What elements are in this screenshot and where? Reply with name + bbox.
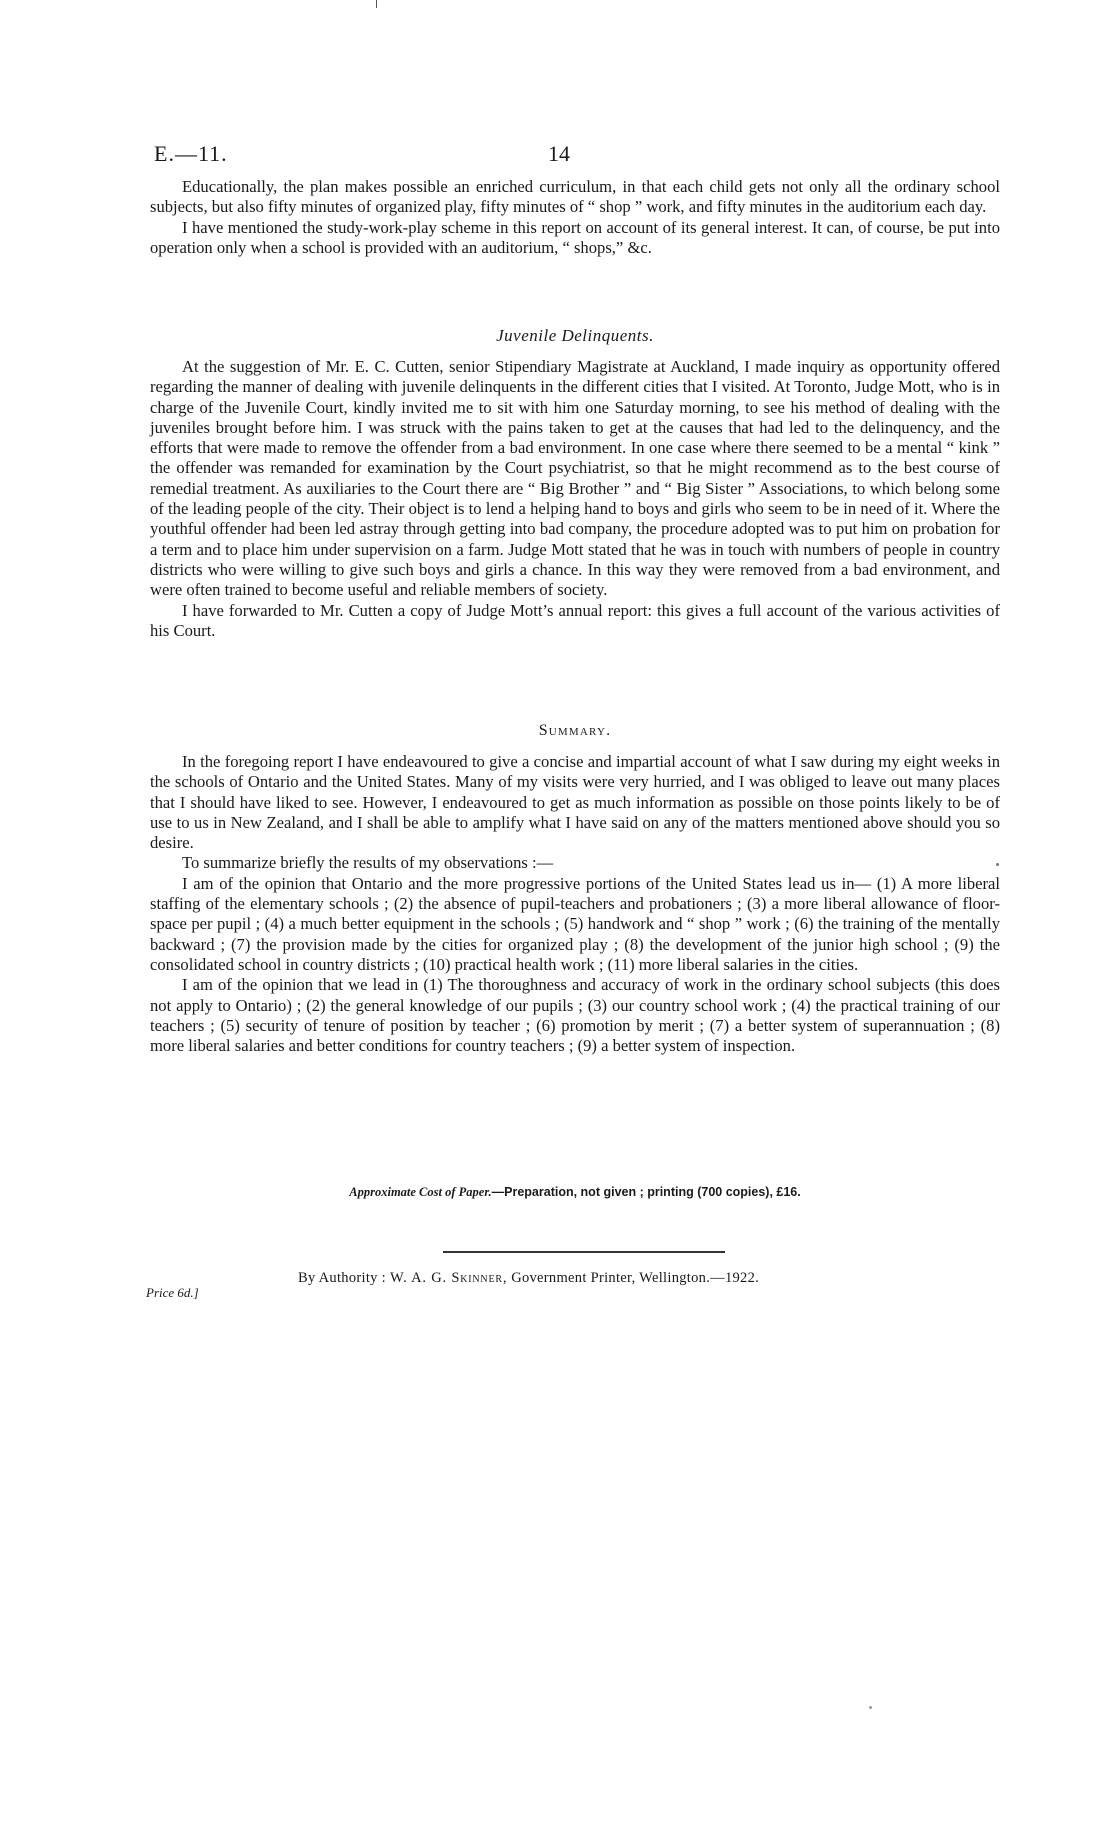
section-heading-juvenile-delinquents: Juvenile Delinquents.	[496, 326, 654, 345]
paragraph: In the foregoing report I have endeavoured to give a concise and impartial account of what I saw during my eight weeks in the schools of Ontario and the United States. Many of my visits were very hurried, and I was obliged to leave out many places that I should have liked to see. However, I endeavoured to get as much information as possible on those points likely to be of use to us in New Zealand, and I shall be able to amplify what I have said on any of the matters mentioned above should you so desire.	[150, 752, 1000, 853]
paragraph: I have mentioned the study-work-play scheme in this report on account of its general interest. It can, of course, be put into operation only when a school is provided with an auditorium, “ shops,” &c.	[150, 217, 1000, 257]
summary-section	[150, 752, 1000, 1056]
authority-prefix: By Authority :	[298, 1270, 386, 1286]
scan-speck	[869, 1706, 872, 1709]
cost-of-paper-note	[150, 1185, 1000, 1200]
printer-imprint	[298, 1270, 759, 1287]
price-label: Price 6d.]	[146, 1285, 199, 1300]
section-heading-summary: Summary.	[538, 722, 612, 739]
footer-divider	[443, 1251, 725, 1253]
cost-text: —Preparation, not given ; printing (700 copies), £16.	[491, 1185, 801, 1199]
scan-mark	[376, 0, 377, 8]
scan-speck	[996, 863, 999, 866]
paragraph: I am of the opinion that we lead in (1) The thoroughness and accuracy of work in the ordinary school subjects (this does not apply to Ontario) ; (2) the general knowledge of our pupils ; (3) our country school work ; (4) the practical training of our teachers ; (5) security of tenure of position by teacher ; (6) promotion by merit ; (7) a better system of superannuation ; (8) more liberal salaries and better conditions for country teachers ; (9) a better system of inspection.	[150, 975, 1000, 1056]
document-reference: E.—11.	[154, 141, 228, 166]
page-number: 14	[548, 141, 570, 166]
printer-details: Government Printer, Wellington.—1922.	[511, 1270, 760, 1286]
study-work-play-section	[150, 177, 1000, 258]
paragraph: At the suggestion of Mr. E. C. Cutten, senior Stipendiary Magistrate at Auckland, I made inquiry as opportunity offered regarding the manner of dealing with juvenile delinquents in the different cities that I visited. At Toronto, Judge Mott, who is in charge of the Juvenile Court, kindly invited me to sit with him one Saturday morning, to see his method of dealing with the juveniles brought before him. I was struck with the pains taken to get at the causes that had led to the delinquency, and the efforts that were made to remove the offender from a bad environment. In one case where there seemed to be a mental “ kink ” the offender was remanded for examination by the Court psychiatrist, so that he might recommend as to the best course of remedial treatment. As auxiliaries to the Court there are “ Big Brother ” and “ Big Sister ” Associations, to which belong some of the leading people of the city. Their object is to lend a helping hand to boys and girls who seem to be in need of it. Where the youthful offender had been led astray through getting into bad company, the procedure adopted was to put him on probation for a term and to place him under supervision on a farm. Judge Mott stated that he was in touch with numbers of people in country districts who were willing to give such boys and girls a chance. In this way they were removed from a bad environment, and were often trained to become useful and reliable members of society.	[150, 357, 1000, 600]
paragraph: To summarize briefly the results of my observations :—	[182, 853, 554, 873]
juvenile-delinquents-section	[150, 357, 1000, 641]
printer-name: W. A. G. Skinner,	[389, 1270, 508, 1286]
paragraph: Educationally, the plan makes possible an enriched curriculum, in that each child gets not only all the ordinary school subjects, but also fifty minutes of organized play, fifty minutes of “ shop ” work, and fifty minutes in the auditorium each day.	[150, 177, 1000, 217]
paragraph: I have forwarded to Mr. Cutten a copy of Judge Mott’s annual report: this gives a full account of the various activities of his Court.	[150, 600, 1000, 640]
paragraph: I am of the opinion that Ontario and the more progressive portions of the United States lead us in— (1) A more liberal staffing of the elementary schools ; (2) the absence of pupil-teachers and probationers ; (3) a more liberal allowance of floor-space per pupil ; (4) a much better equipment in the schools ; (5) handwork and “ shop ” work ; (6) the training of the mentally backward ; (7) the provision made by the cities for organized play ; (8) the development of the junior high school ; (9) the consolidated school in country districts ; (10) practical health work ; (11) more liberal salaries in the cities.	[150, 873, 1000, 974]
cost-label: Approximate Cost of Paper.	[349, 1185, 492, 1199]
